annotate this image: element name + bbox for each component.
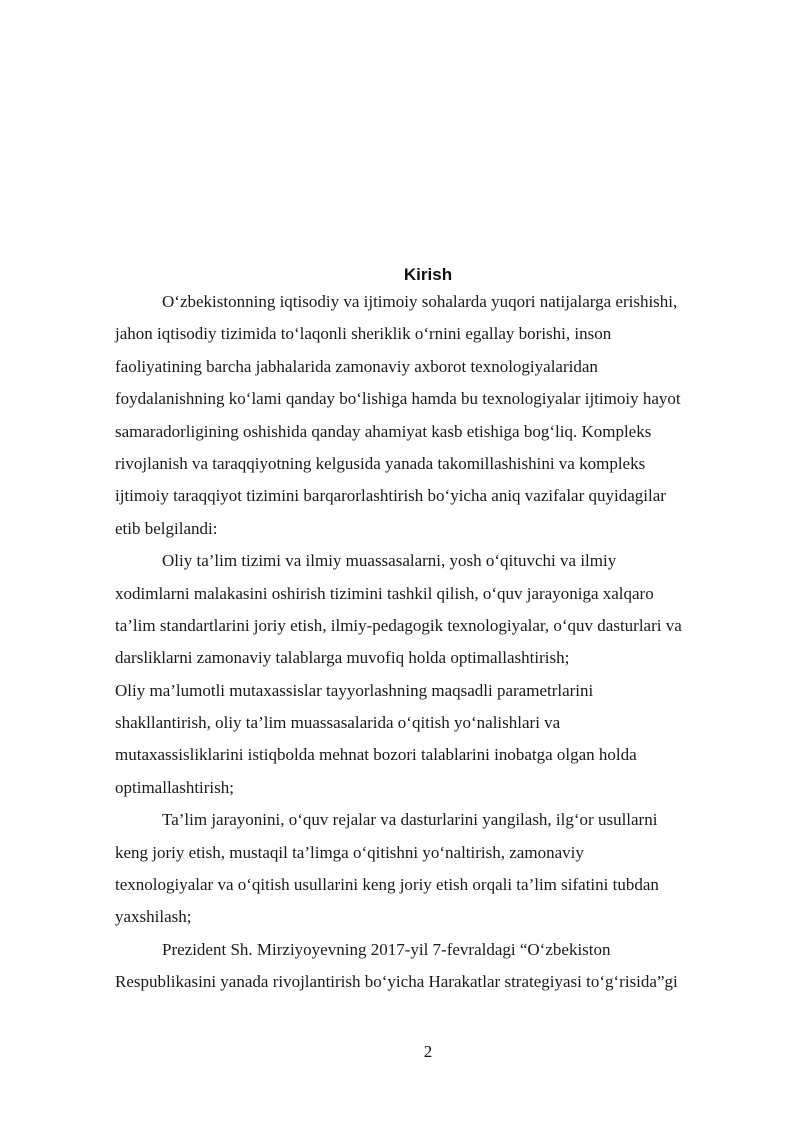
text-line: jahon iqtisodiy tizimida to‘laqonli sheriklik o‘rnini egallay borishi, inson (115, 324, 612, 344)
text-line: faoliyatining barcha jabhalarida zamonaviy axborot texnologiyalaridan (115, 356, 598, 376)
page-number: 2 (423, 1042, 433, 1061)
text-line: darsliklarni zamonaviy talablarga muvofiq holda optimallashtirish; (115, 648, 570, 668)
text-line: keng joriy etish, mustaqil ta’limga o‘qitishni yo‘naltirish, zamonaviy (115, 842, 584, 862)
text-line: mutaxassisliklarini istiqbolda mehnat bozori talablarini inobatga olgan holda (115, 745, 637, 765)
text-line: rivojlanish va taraqqiyotning kelgusida yanada takomillashishini va kompleks (115, 453, 646, 473)
text-line: yaxshilash; (115, 907, 192, 927)
text-line: foydalanishning ko‘lami qanday bo‘lishiga hamda bu texnologiyalar ijtimoiy hayot (115, 389, 681, 409)
text-line: O‘zbekistonning iqtisodiy va ijtimoiy sohalarda yuqori natijalarga erishishi, (162, 292, 678, 311)
text-line: optimallashtirish; (115, 777, 234, 797)
text-line: shakllantirish, oliy ta’lim muassasalarida o‘qitish yo‘nalishlari va (115, 713, 561, 733)
text-line: Oliy ta’lim tizimi va ilmiy muassasalarni, yosh o‘qituvchi va ilmiy (162, 551, 617, 571)
body-text (115, 286, 745, 999)
text-line: Ta’lim jarayonini, o‘quv rejalar va dasturlarini yangilash, ilg‘or usullarni (162, 810, 658, 830)
text-line: ta’lim standartlarini joriy etish, ilmiy-pedagogik texnologiyalar, o‘quv dasturlari va (115, 615, 682, 635)
text-line: etib belgilandi: (115, 518, 218, 538)
text-line: xodimlarni malakasini oshirish tizimini tashkil qilish, o‘quv jarayoniga xalqaro (115, 583, 654, 603)
text-line: Prezident Sh. Mirziyoyevning 2017-yil 7-fevraldagi “O‘zbekiston (162, 939, 611, 959)
text-line: ijtimoiy taraqqiyot tizimini barqarorlashtirish bo‘yicha aniq vazifalar quyidagilar (115, 486, 666, 506)
text-line: Oliy ma’lumotli mutaxassislar tayyorlashning maqsadli parametrlarini (115, 680, 594, 700)
text-line: texnologiyalar va o‘qitish usullarini keng joriy etish orqali ta’lim sifatini tubdan (115, 875, 659, 895)
text-line: Respublikasini yanada rivojlantirish bo‘yicha Harakatlar strategiyasi to‘g‘risida”gi (115, 972, 678, 992)
text-line: samaradorligining oshishida qanday ahamiyat kasb etishiga bog‘liq. Kompleks (115, 421, 652, 441)
section-heading: Kirish (403, 265, 453, 284)
